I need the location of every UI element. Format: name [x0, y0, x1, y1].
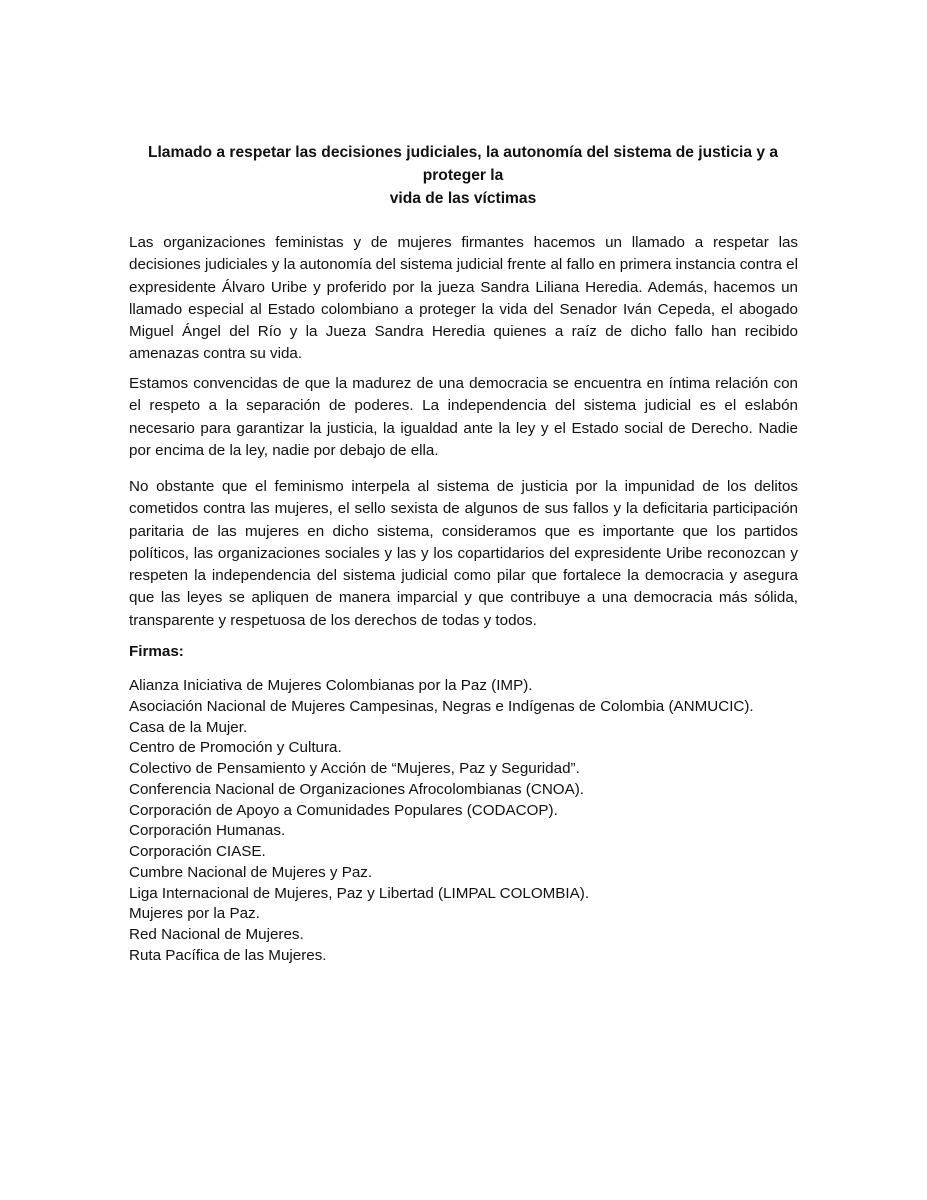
signatory-item: Corporación de Apoyo a Comunidades Populares (CODACOP).: [129, 801, 558, 819]
signatory-item: Corporación CIASE.: [129, 843, 266, 860]
signatory-item: Liga Internacional de Mujeres, Paz y Libertad (LIMPAL COLOMBIA).: [129, 884, 590, 902]
signatory-item: Conferencia Nacional de Organizaciones Afrocolombianas (CNOA).: [129, 780, 585, 798]
signatory-item: Mujeres por la Paz.: [129, 905, 260, 923]
paragraph-2: Estamos convencidas de que la madurez de una democracia se encuentra en íntima relación con el respeto a la separación de poderes. La independencia del sistema judicial es el eslabón necesario para garantizar la justicia, la igualdad ante la ley y el Estado social de Derecho. Nadie por encima de la ley, nadie por debajo de ella.: [129, 375, 798, 459]
signatory-item: Red Nacional de Mujeres.: [129, 926, 304, 943]
signatures-label: Firmas:: [129, 643, 184, 660]
signatory-item: Casa de la Mujer.: [129, 718, 248, 736]
signatory-item: Alianza Iniciativa de Mujeres Colombianas por la Paz (IMP).: [129, 677, 533, 694]
paragraph-3: No obstante que el feminismo interpela al sistema de justicia por la impunidad de los delitos cometidos contra las mujeres, el sello sexista de algunos de sus fallos y la deficitaria participación paritaria de las mujeres en dicho sistema, consideramos que es importante que los partidos políticos, las organizaciones sociales y las y los copartidarios del expresidente Uribe reconozcan y respeten la independencia del sistema judicial como pilar que fortalece la democracia y asegura que las leyes se apliquen de manera imparcial y que contribuye a una democracia más sólida, transparente y respetuosa de los derechos de todas y todos.: [129, 478, 798, 629]
signatory-item: Colectivo de Pensamiento y Acción de “Mujeres, Paz y Seguridad”.: [129, 760, 580, 777]
signatory-item: Corporación Humanas.: [129, 822, 286, 840]
signatories-list: [129, 676, 829, 967]
signatory-item: Cumbre Nacional de Mujeres y Paz.: [129, 863, 373, 881]
paragraph-1: Las organizaciones feministas y de mujeres firmantes hacemos un llamado a respetar las decisiones judiciales y la autonomía del sistema judicial frente al fallo en primera instancia contra el expresidente Álvaro Uribe y proferido por la jueza Sandra Liliana Heredia. Además, hacemos un llamado especial al Estado colombiano a proteger la vida del Senador Iván Cepeda, el abogado Miguel Ángel del Río y la Jueza Sandra Heredia quienes a raíz de dicho fallo han recibido amenazas contra su vida.: [129, 234, 798, 363]
signatory-item: Ruta Pacífica de las Mujeres.: [129, 946, 327, 964]
title-line-2: vida de las víctimas: [389, 190, 537, 207]
signatory-item: Asociación Nacional de Mujeres Campesinas, Negras e Indígenas de Colombia (ANMUCIC).: [129, 697, 754, 715]
document-title: [118, 141, 808, 210]
signatory-item: Centro de Promoción y Cultura.: [129, 739, 342, 757]
title-line-1: Llamado a respetar las decisiones judiciales, la autonomía del sistema de justicia y a proteger la: [147, 144, 779, 184]
